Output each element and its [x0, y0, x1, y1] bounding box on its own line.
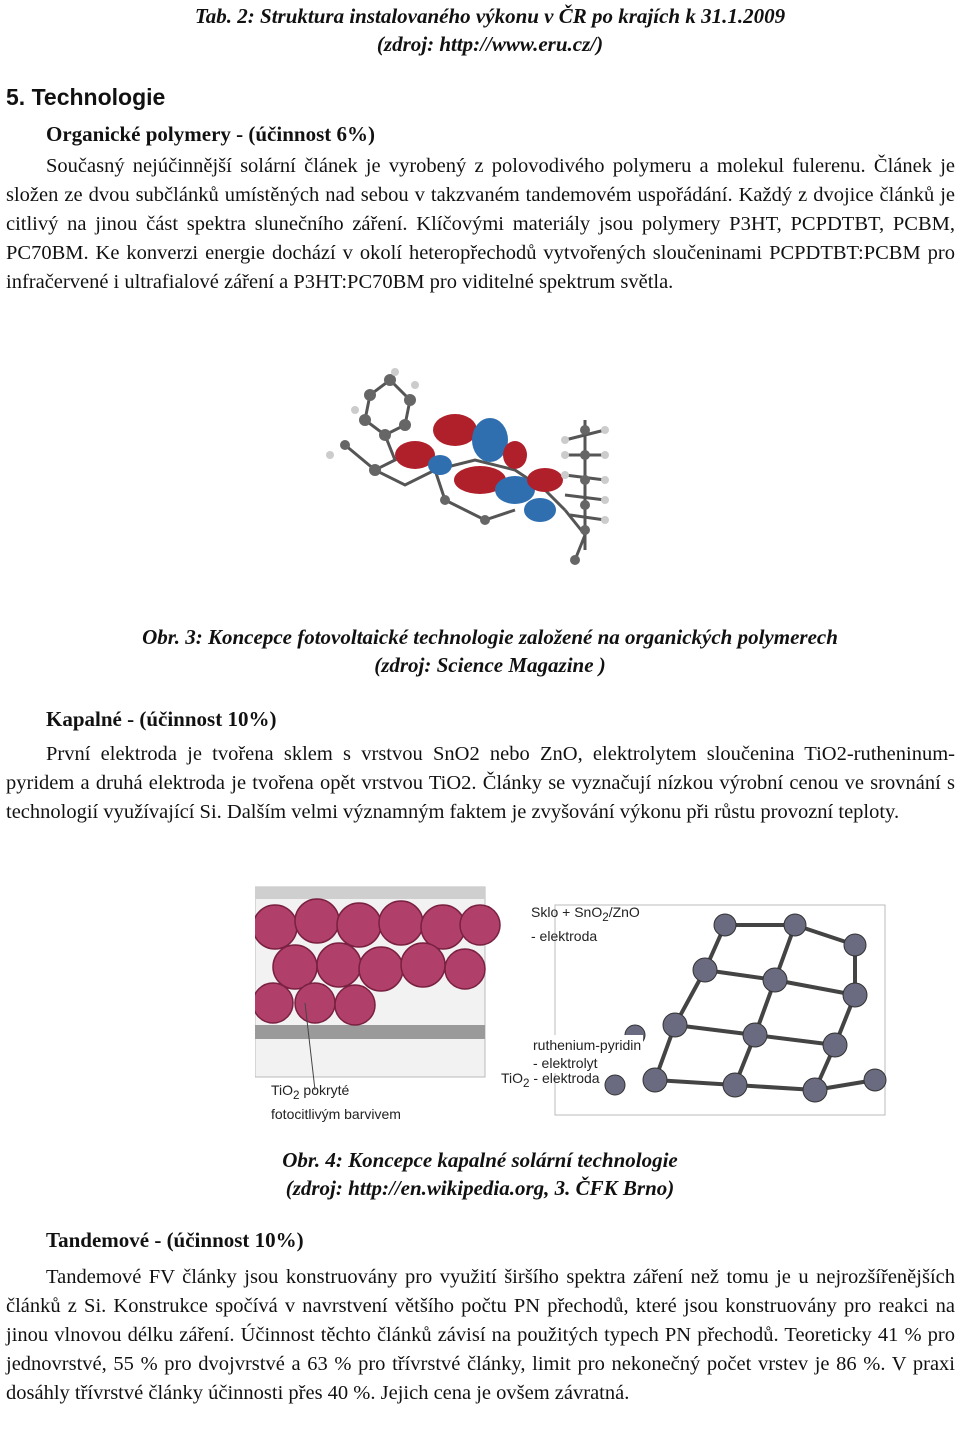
tandem-paragraph [6, 1263, 955, 1408]
organic-paragraph [6, 152, 955, 297]
label-tio2-b: - elektroda [529, 1070, 600, 1086]
label-glass-a: Sklo + SnO [531, 904, 603, 920]
label-ruthenium-electrolyte [531, 1035, 643, 1073]
liquid-cell-figure [255, 885, 895, 1130]
label-tio2-sub: 2 [523, 1076, 530, 1090]
organic-text: Současný nejúčinnější solární článek je vyrobený z polovodivého polymeru a molekul fulerenu. Článek je složen ze dvou subčlánků umístěných nad sebou v takzvaném tandemovém uspořádání. Každý z dvojice článků je citlivý na jinou část spektra slunečního záření. Klíčovými materiály jsou polymery P3HT, PCPDTBT, PCBM, PC70BM. Ke konverzi energie dochází v okolí heteropřechodů vytvořených sloučeninami PCPDTBT:PCBM pro infračervené i ultrafialové záření a P3HT:PC70BM pro viditelné spektrum světla. [6, 155, 955, 293]
label-ruthenium-b: - elektrolyt [533, 1055, 598, 1071]
figure-3-caption-line1: Obr. 3: Koncepce fotovoltaické technologie založené na organických polymerech [142, 625, 838, 649]
label-tio2-dye-b: pokryté [299, 1082, 350, 1098]
table-caption-line2: (zdroj: http://www.eru.cz/) [376, 32, 604, 56]
lattice-atoms [605, 914, 886, 1102]
label-tio2-dye-a: TiO [271, 1082, 294, 1098]
organic-polymer-molecule-figure [315, 360, 635, 590]
figure-4-caption-line2: (zdroj: http://en.wikipedia.org, 3. ČFK Brno) [285, 1176, 675, 1200]
tandem-text: Tandemové FV články jsou konstruovány pro využití širšího spektra záření než tomu je u nejrozšířenějších článků z Si. Konstrukce spočívá v navrstvení většího počtu PN přechodů, které jsou konstruovány pro reakci na jinou vlnovou délku záření. Účinnost těchto článků závisí na použitých typech PN přechodů. Teoreticky 41 % pro jednovrstvé, 55 % pro dvojvrstvé a 63 % pro třívrstvé články, limit pro nekonečný počet vrstev je 86 %. V praxi dosáhly třívrstvé články účinnosti přes 40 %. Jejich cena je ovšem závratná. [6, 1266, 955, 1404]
label-tio2-dye [271, 1081, 401, 1123]
label-glass-b: /ZnO [608, 904, 640, 920]
lattice-bonds [655, 925, 875, 1090]
label-glass-sub: 2 [602, 910, 609, 924]
tio2-bottom-layer [255, 1025, 485, 1039]
molecule-atoms [326, 368, 609, 565]
orbital-lobes [395, 414, 563, 522]
label-ruthenium-a: ruthenium-pyridin [533, 1037, 642, 1053]
section-title: 5. Technologie [6, 84, 166, 110]
label-tio2-dye-c: fotocitlivým barvivem [271, 1105, 401, 1122]
tandem-heading: Tandemové - (účinnost 10%) [46, 1228, 304, 1252]
label-glass-electrode [531, 903, 640, 945]
figure-3-caption-line2: (zdroj: Science Magazine ) [374, 653, 606, 677]
label-tio2-a: TiO [501, 1070, 524, 1086]
figure-4-caption [180, 1146, 780, 1202]
figure-4-caption-line1: Obr. 4: Koncepce kapalné solární technologie [282, 1148, 678, 1172]
label-glass-c: - elektroda [531, 927, 598, 944]
label-tio2-electrode [501, 1069, 600, 1093]
liquid-text: První elektroda je tvořena sklem s vrstvou SnO2 nebo ZnO, elektrolytem sloučenina TiO2-rutheninum-pyridem a druhá elektroda je tvořena opět vrstvou TiO2. Články se vyznačují nízkou výrobní cenou ve srovnání s technologií využívající Si. Dalším velmi významným faktem je zvyšování výkonu při růstu provozní teploty. [6, 743, 955, 823]
liquid-paragraph [6, 740, 955, 827]
liquid-heading: Kapalné - (účinnost 10%) [46, 707, 277, 731]
table-caption [90, 2, 890, 58]
table-caption-line1: Tab. 2: Struktura instalovaného výkonu v ČR po krajích k 31.1.2009 [194, 4, 786, 28]
organic-heading: Organické polymery - (účinnost 6%) [46, 122, 375, 146]
figure-3-caption [30, 623, 950, 679]
label-tio2-dye-sub: 2 [293, 1088, 300, 1102]
glass-layer [255, 887, 485, 899]
